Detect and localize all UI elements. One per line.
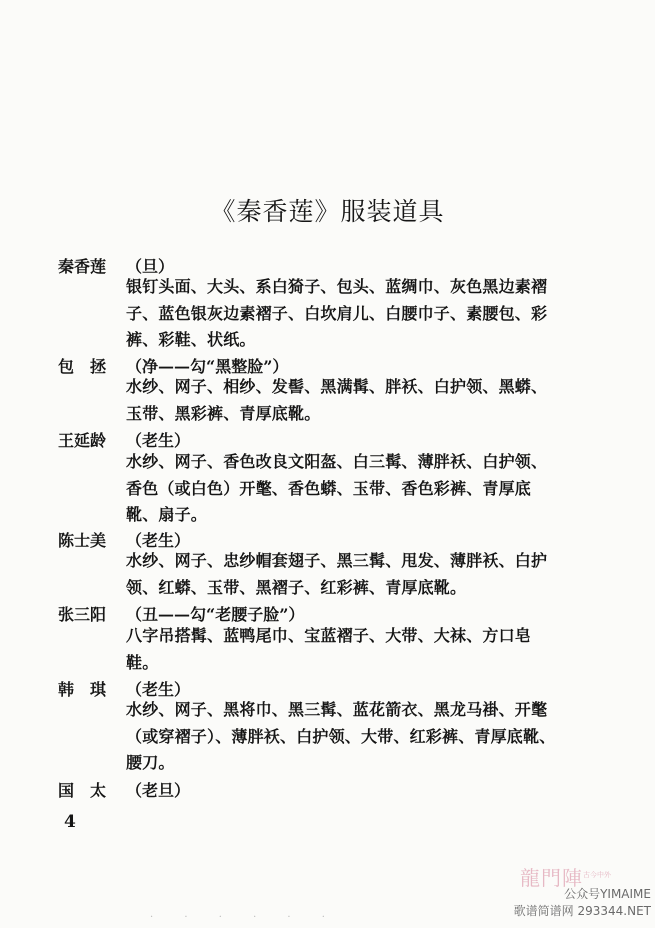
role-costume-list: 水纱、网子、香色改良文阳盔、白三髯、薄胖袄、白护领、香色（或白色）开氅、香色蟒、玉带、香色彩裤、青厚底靴、扇子。 — [126, 452, 548, 524]
role-type: （老旦） — [126, 781, 191, 800]
role-type: （老生） — [126, 531, 191, 550]
scan-specks: · · · · · · — [150, 912, 339, 923]
role-type: （老生） — [126, 431, 191, 450]
role-type: （丑——勾“老腰子脸”） — [126, 605, 305, 624]
role-type: （旦） — [126, 257, 175, 276]
watermark-site: 歌谱简谱网 293344.NET — [513, 904, 651, 918]
role-costume-list: 水纱、网子、相纱、发髻、黑满髯、胖袄、白护领、黑蟒、玉带、黑彩裤、青厚底靴。 — [126, 377, 548, 423]
role-costume-list: 银钉头面、大头、系白猗子、包头、蓝绸巾、灰色黑边素褶子、蓝色银灰边素褶子、白坎肩儿、白腰巾子、素腰包、彩裤、彩鞋、状纸。 — [126, 277, 548, 349]
role-costume-list: 水纱、网子、黑将巾、黑三髯、蓝花箭衣、黑龙马褂、开氅（或穿褶子）、薄胖袄、白护领、大带、红彩裤、青厚底靴、腰刀。 — [126, 700, 556, 772]
watermark-logo: 龍門陣 — [520, 866, 583, 890]
role-name: 韩 琪 — [58, 680, 107, 699]
role-name: 王延龄 — [58, 431, 107, 450]
role-type: （老生） — [126, 680, 191, 699]
role-name: 国 太 — [58, 781, 107, 800]
page-number: 4 — [64, 812, 76, 832]
role-type: （净——勾“黑整脸”） — [126, 357, 289, 376]
role-name: 陈士美 — [58, 531, 107, 550]
page-title: 《秦香莲》服装道具 — [210, 197, 445, 226]
role-name: 包 拯 — [58, 357, 107, 376]
watermark-logo-tagline: 古今中外 — [583, 871, 611, 879]
role-name: 秦香莲 — [58, 257, 107, 276]
role-name: 张三阳 — [58, 605, 107, 624]
watermark-account: 公众号YIMAIME — [564, 887, 651, 901]
role-costume-list: 八字吊搭髯、蓝鸭尾巾、宝蓝褶子、大带、大袜、方口皂鞋。 — [126, 626, 532, 672]
role-costume-list: 水纱、网子、忠纱帽套翅子、黑三髯、甩发、薄胖袄、白护领、红蟒、玉带、黑褶子、红彩裤、青厚底靴。 — [126, 551, 548, 597]
